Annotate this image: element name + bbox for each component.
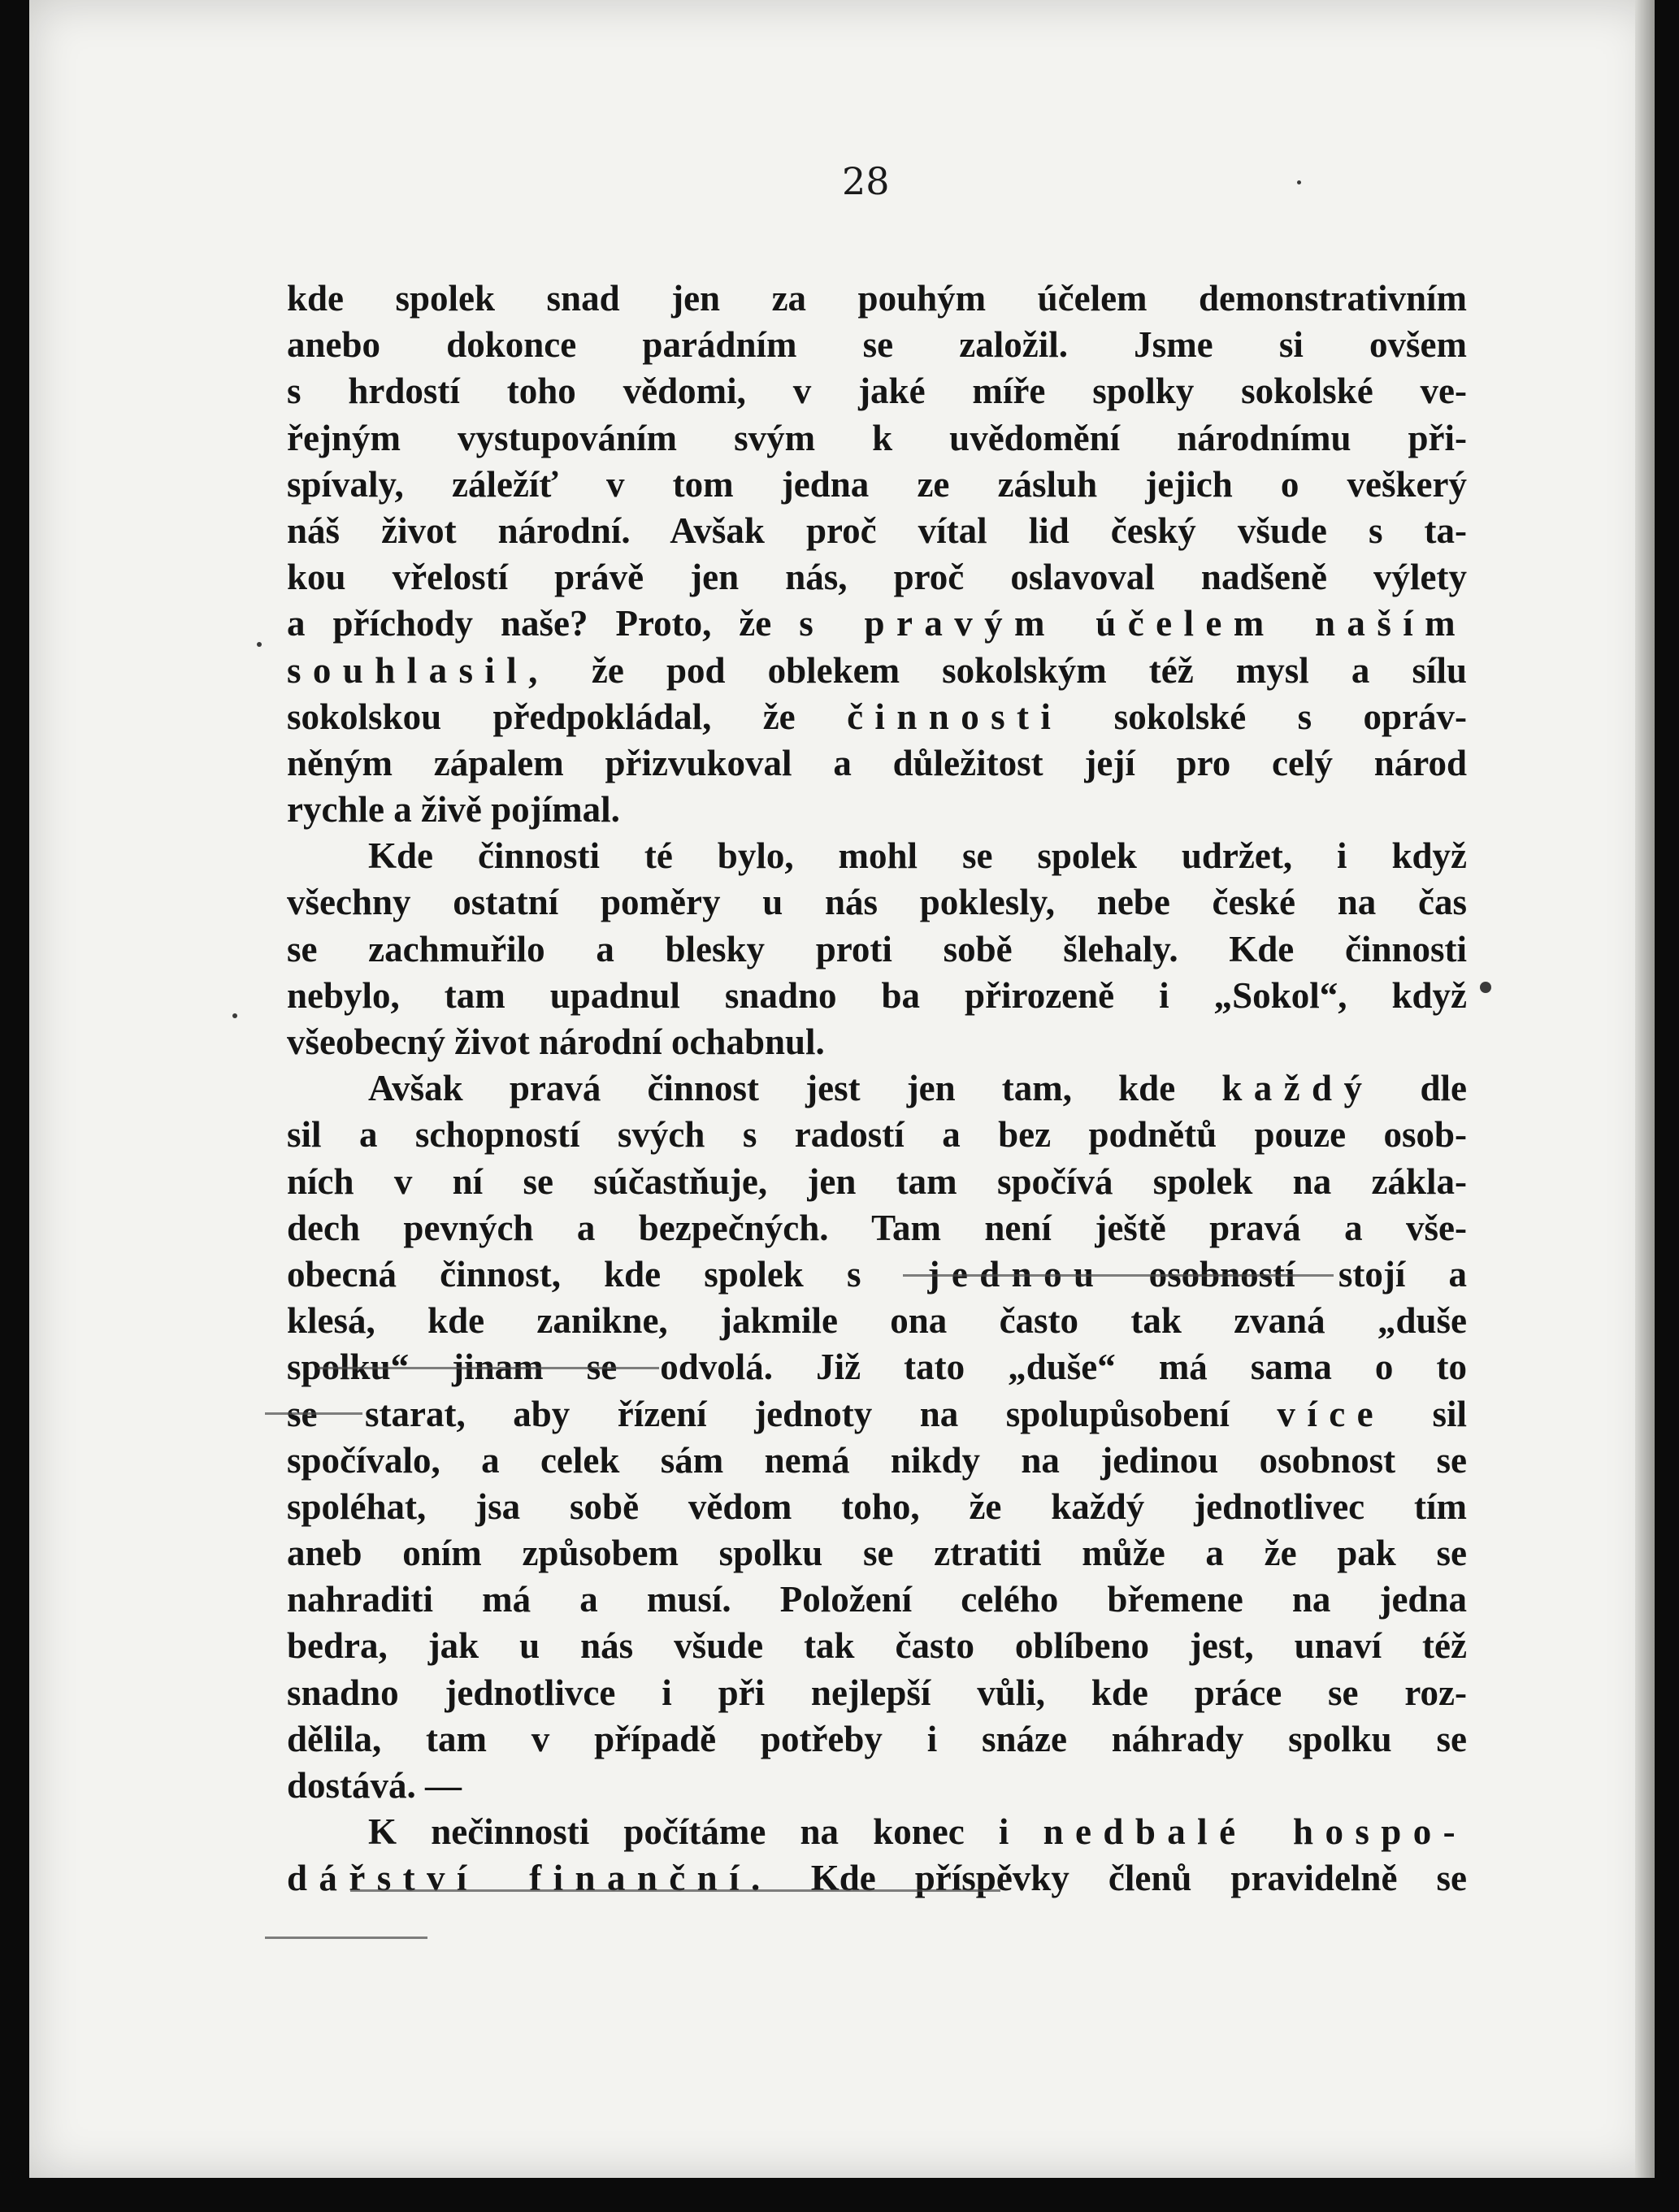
text-line	[287, 694, 1467, 740]
ink-speck	[1297, 180, 1301, 184]
book-page	[29, 0, 1655, 2178]
text-line: aneb oním způsobem spolku se ztratiti může a že pak se	[287, 1533, 1467, 1574]
text-segment: a příchody naše? Proto, že	[287, 603, 772, 644]
spaced-emphasis: činnosti	[847, 696, 1063, 737]
text-line: dělila, tam v případě potřeby i snáze náhrady spolku se	[287, 1718, 1467, 1759]
spaced-emphasis: více	[1277, 1393, 1385, 1434]
text-line: nebylo, tam upadnul snadno ba přirozeně i „Sokol“, když	[287, 974, 1467, 1016]
text-line	[287, 1391, 1467, 1438]
text-line: klesá, kde zanikne, jakmile ona často tak zvaná „duše	[287, 1300, 1467, 1342]
text-line: náš život národní. Avšak proč vítal lid český všude s ta-	[287, 510, 1467, 551]
pencil-underline	[350, 1889, 1000, 1892]
pencil-underline	[318, 1367, 659, 1369]
text-line: spolku“ jinam se odvolá. Již tato „duše“ má sama o to	[287, 1347, 1467, 1388]
text-segment: se starat, aby řízení jednoty na spolupůsobení	[287, 1393, 1230, 1434]
ink-speck	[1480, 982, 1491, 993]
text-line: kou vřelostí právě jen nás, proč oslavoval nadšeně výlety	[287, 557, 1467, 598]
text-line: s hrdostí toho vědomi, v jaké míře spolky sokolské ve-	[287, 371, 1467, 412]
spaced-emphasis: s pravým účelem naším	[799, 603, 1467, 644]
text-line: bedra, jak u nás všude tak často oblíbeno jest, unaví též	[287, 1625, 1467, 1667]
ink-speck	[232, 1013, 237, 1018]
text-line: ních v ní se súčastňuje, jen tam spočívá spolek na zákla-	[287, 1160, 1467, 1202]
text-line: Kde činnosti té bylo, mohl se spolek udržet, i když	[368, 835, 1467, 877]
text-segment: osobností stojí a	[1105, 1253, 1467, 1295]
text-line: spočívalo, a celek sám nemá nikdy na jedinou osobnost se	[287, 1439, 1467, 1481]
text-line	[287, 1065, 1467, 1112]
text-line: snadno jednotlivce i při nejlepší vůli, kde práce se roz-	[287, 1672, 1467, 1713]
page-number: 28	[842, 159, 890, 203]
text-segment: dle	[1373, 1068, 1467, 1109]
text-line	[287, 601, 1467, 647]
text-segment: Kde příspěvky členů pravidelně se	[771, 1858, 1467, 1899]
text-line: kde spolek snad jen za pouhým účelem demonstrativním	[287, 278, 1467, 319]
text-line: dech pevných a bezpečných. Tam není ještě pravá a vše-	[287, 1207, 1467, 1248]
text-line: všeobecný život národní ochabnul.	[287, 1021, 825, 1062]
text-line: se zachmuřilo a blesky proti sobě šlehaly. Kde činnosti	[287, 928, 1467, 969]
text-line: řejným vystupováním svým k uvědomění národnímu při-	[287, 417, 1467, 458]
ink-speck	[257, 642, 262, 647]
text-segment: K nečinnosti počítáme na konec i	[368, 1811, 1009, 1853]
text-line: sil a schopností svých s radostí a bez podnětů pouze osob-	[287, 1114, 1467, 1156]
text-segment: že pod oblekem sokolským též mysl a sílu	[549, 649, 1467, 691]
spaced-emphasis: každý	[1221, 1068, 1374, 1109]
pencil-underline	[265, 1412, 362, 1415]
text-line: něným zápalem přizvukoval a důležitost její pro celý národ	[287, 742, 1467, 783]
text-line	[287, 1809, 1467, 1855]
spaced-emphasis: s jednou	[847, 1253, 1106, 1295]
spaced-emphasis: dářství finanční.	[287, 1858, 772, 1899]
text-line: rychle a živě pojímal.	[287, 789, 620, 831]
text-line	[287, 1855, 1467, 1902]
spaced-emphasis: nedbalé hospo-	[1043, 1811, 1467, 1853]
page-edge	[1635, 0, 1655, 2178]
text-line: spívaly, záležíť v tom jedna ze zásluh jejich o veškerý	[287, 463, 1467, 505]
pencil-underline	[265, 1937, 427, 1939]
text-segment: Avšak pravá činnost jest jen tam, kde	[368, 1068, 1176, 1109]
text-line: dostává. —	[287, 1765, 462, 1806]
text-segment: obecná činnost, kde spolek	[287, 1253, 804, 1295]
spaced-emphasis: souhlasil,	[287, 649, 549, 691]
text-segment: sokolskou předpokládal, že	[287, 696, 796, 737]
text-line	[287, 648, 1467, 694]
text-line: spoléhat, jsa sobě vědom toho, že každý jednotlivec tím	[287, 1486, 1467, 1527]
pencil-underline	[903, 1274, 1334, 1277]
text-segment: sokolské s opráv-	[1062, 696, 1467, 737]
text-line: všechny ostatní poměry u nás poklesly, nebe české na čas	[287, 882, 1467, 923]
text-line: nahraditi má a musí. Položení celého břemene na jedna	[287, 1579, 1467, 1620]
text-line: anebo dokonce parádním se založil. Jsme si ovšem	[287, 324, 1467, 366]
body-text	[287, 275, 1467, 1902]
text-segment: sil	[1384, 1393, 1467, 1434]
